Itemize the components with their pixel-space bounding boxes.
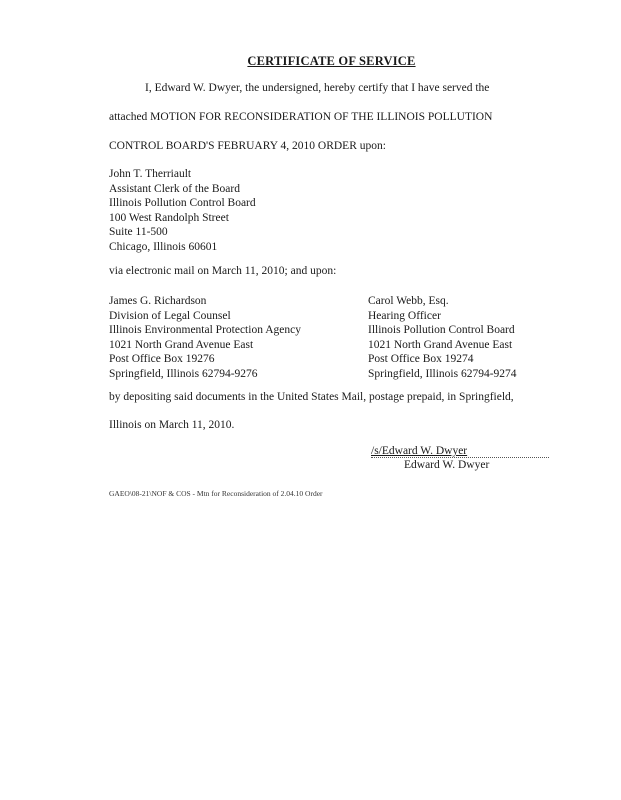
address-line: Illinois Pollution Control Board: [109, 197, 256, 210]
mail-line-1: by depositing said documents in the United States Mail, postage prepaid, in Springfield,: [109, 391, 514, 403]
left-recipient-address: [109, 294, 301, 382]
address-line: 1021 North Grand Avenue East: [368, 338, 513, 351]
address-line: 1021 North Grand Avenue East: [109, 338, 254, 351]
address-line: Suite 11-500: [109, 226, 168, 239]
address-line: Carol Webb, Esq.: [368, 295, 449, 307]
address-line: 100 West Randolph Street: [109, 211, 229, 224]
intro-line-1: I, Edward W. Dwyer, the undersigned, hereby certify that I have served the: [145, 82, 490, 94]
electronic-signature: /s/Edward W. Dwyer: [371, 445, 468, 457]
delivery-line: via electronic mail on March 11, 2010; and upon:: [109, 265, 337, 277]
address-line: Springfield, Illinois 62794-9274: [368, 367, 517, 380]
first-recipient-address: [109, 167, 256, 255]
intro-line-3: CONTROL BOARD'S FEBRUARY 4, 2010 ORDER upon:: [109, 140, 386, 152]
address-line: Illinois Pollution Control Board: [368, 324, 515, 337]
address-line: Division of Legal Counsel: [109, 309, 231, 322]
address-line: Post Office Box 19276: [109, 353, 215, 366]
address-line: Chicago, Illinois 60601: [109, 240, 218, 253]
mail-line-2: Illinois on March 11, 2010.: [109, 419, 235, 431]
signatory-name: Edward W. Dwyer: [404, 459, 490, 471]
address-line: Hearing Officer: [368, 309, 441, 322]
address-line: Post Office Box 19274: [368, 353, 474, 366]
certificate-title: CERTIFICATE OF SERVICE: [247, 54, 416, 68]
document-footer: GAEO\08-21\NOF & COS - Mtn for Reconsideration of 2.04.10 Order: [109, 489, 323, 498]
address-line: Illinois Environmental Protection Agency: [109, 324, 301, 337]
address-line: Assistant Clerk of the Board: [109, 182, 240, 195]
right-recipient-address: [368, 294, 517, 382]
signature-line: [371, 445, 549, 458]
address-line: Springfield, Illinois 62794-9276: [109, 367, 258, 380]
address-line: John T. Therriault: [109, 168, 192, 180]
address-line: James G. Richardson: [109, 295, 207, 307]
intro-line-2: attached MOTION FOR RECONSIDERATION OF THE ILLINOIS POLLUTION: [109, 111, 493, 123]
